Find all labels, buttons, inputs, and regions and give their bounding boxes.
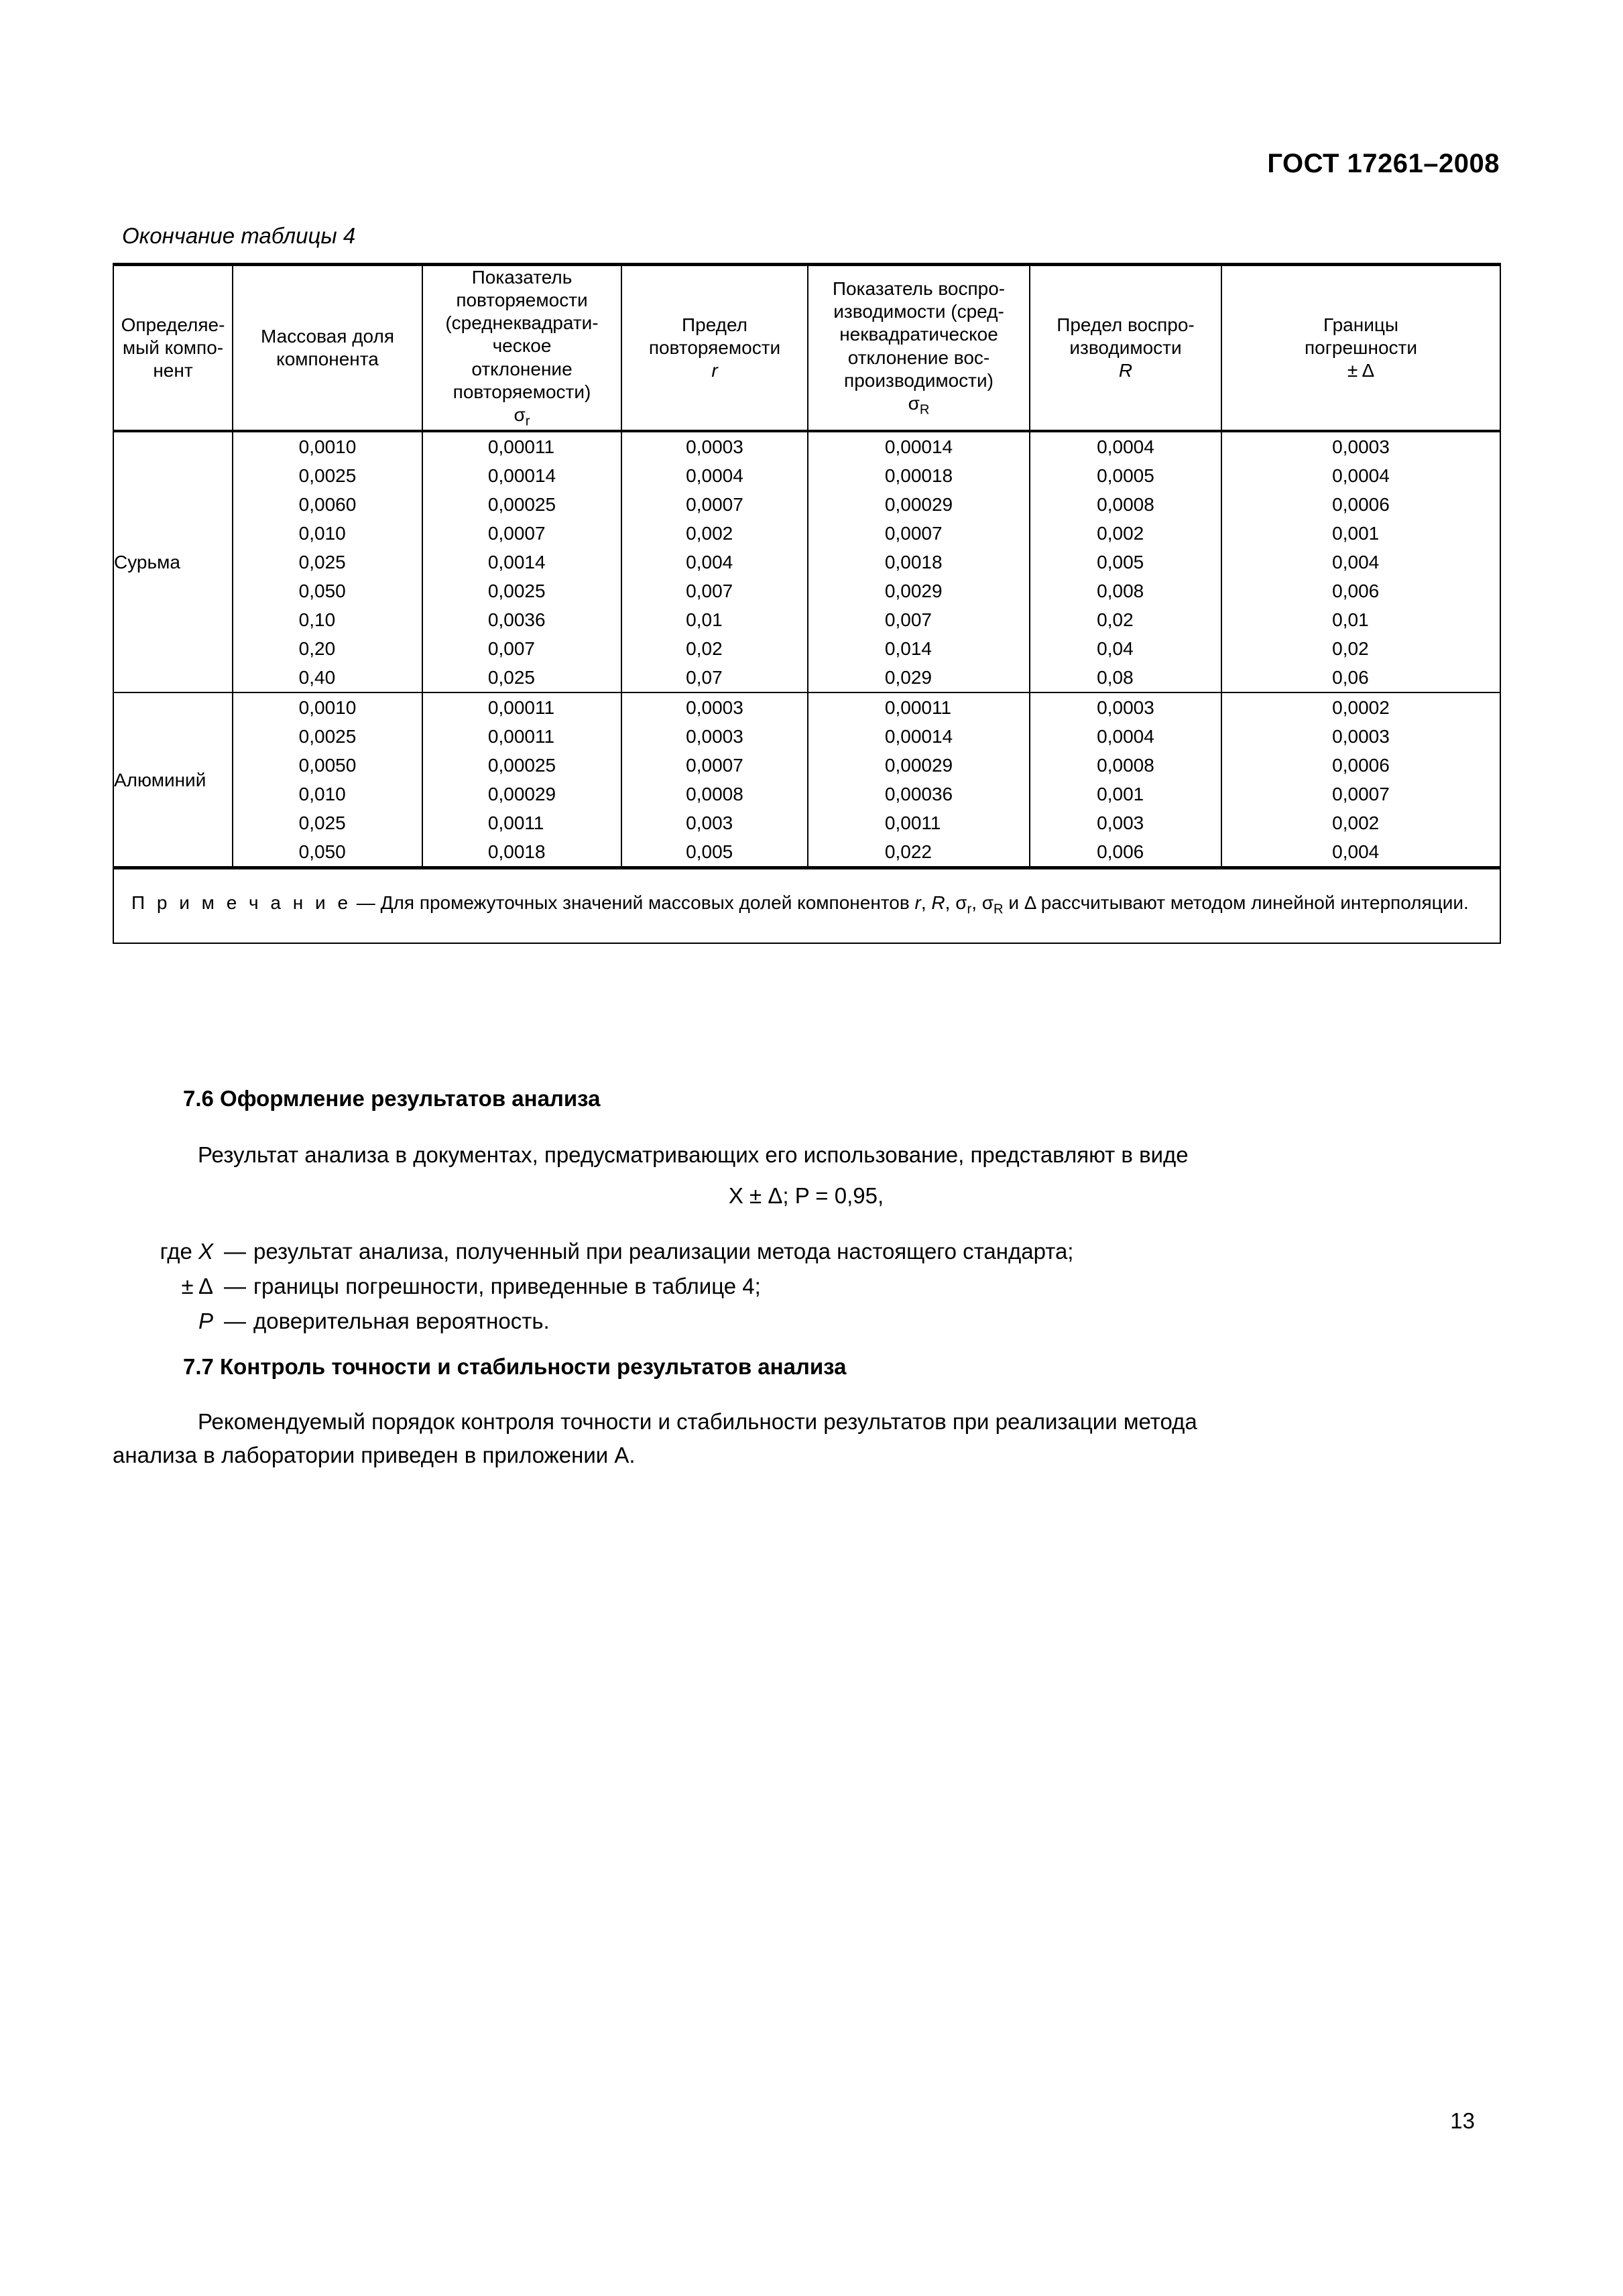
where-definitions [113,1240,1073,1345]
table-cell-value: 0,0003 [686,726,743,747]
value-list-R-limit [1097,432,1154,692]
table-cell-value: 0,050 [298,841,346,863]
table-cell-value: 0,025 [487,667,535,688]
r-symbol: r [711,360,718,381]
section-7-7-paragraph-line-2: анализа в лаборатории приведен в приложении А. [113,1443,636,1467]
table-cell-value: 0,40 [298,667,336,688]
cell-R-limit [1030,431,1221,692]
definition-text: границы погрешности, приведенные в таблице 4; [253,1274,761,1298]
table-cell-value: 0,01 [1332,609,1369,631]
table-cell-value: 0,00036 [884,784,953,805]
table-cell-value: 0,007 [686,581,733,602]
table-cell-value: 0,0006 [1332,494,1390,516]
table-cell-value: 0,00029 [487,784,556,805]
table-cell-value: 0,0007 [487,523,546,544]
table-cell-value: 0,00018 [884,465,953,487]
table-cell-value: 0,002 [686,523,733,544]
definition-text: доверительная вероятность. [253,1309,550,1333]
note-text-before: Для промежуточных значений массовых долей компонентов [380,892,915,914]
table-row [113,431,1500,692]
cell-error-bounds [1221,431,1500,692]
table-cell-value: 0,0007 [1332,784,1390,805]
table-cell-value: 0,04 [1097,638,1134,660]
table-cell-value: 0,029 [884,667,932,688]
value-list-mass-fraction [299,432,357,692]
table-cell-value: 0,00029 [884,755,953,776]
table-cell-value: 0,0025 [298,726,357,747]
note-dash: — [351,892,381,914]
table-cell-value: 0,02 [1097,609,1134,631]
column-header-R-limit: Предел воспро- изводимости R [1030,265,1221,432]
column-header-r-limit: Предел повторяемости r [621,265,808,432]
column-header-sigma-R: Показатель воспро- изводимости (сред- неквадратическое отклонение вос- производимости) $\sigma_R$ [808,265,1030,432]
cell-sigma-R [808,692,1030,868]
cell-R-limit [1030,692,1221,868]
result-formula: X ± Δ; P = 0,95, [728,1183,884,1208]
table-cell-value: 0,07 [686,667,723,688]
value-list-sigma-R [885,432,953,692]
table-note [113,868,1500,943]
em-dash: — [224,1274,246,1298]
cell-mass-fraction [233,431,422,692]
table-cell-value: 0,00011 [487,726,555,747]
cell-component: Алюминий [113,692,233,868]
column-header-mass-fraction: Массовая доля компонента [233,265,422,432]
measurement-table [113,263,1501,944]
table-cell-value: 0,06 [1332,667,1369,688]
table-cell-value: 0,00014 [884,726,953,747]
table-cell-value: 0,0008 [1097,755,1154,776]
table-cell-value: 0,10 [298,609,336,631]
value-list-sigma-r [488,693,556,866]
value-list-sigma-R [885,693,953,866]
table-cell-value: 0,20 [298,638,336,660]
note-symbols: r, R, $\sigma_r$, $\sigma_R$ и Δ [914,892,1036,917]
table-cell-value: 0,010 [298,523,346,544]
table-cell-value: 0,02 [686,638,723,660]
table-cell-value: 0,003 [686,812,733,834]
where-label: где X [160,1239,213,1264]
sigma-R-symbol: $\sigma_R$ [908,392,930,418]
table-cell-value: 0,022 [884,841,932,863]
table-cell-value: 0,005 [1097,552,1144,573]
cell-r-limit [621,431,808,692]
table-cell-value: 0,0003 [686,697,743,719]
standard-header: ГОСТ 17261–2008 [1267,149,1500,178]
table-cell-value: 0,0007 [686,494,743,516]
table-cell-value: 0,006 [1097,841,1144,863]
cell-component: Сурьма [113,431,233,692]
table-cell-value: 0,002 [1097,523,1144,544]
table-cell-value: 0,050 [298,581,346,602]
sigma-r-symbol: $\sigma_r$ [514,404,530,429]
em-dash: — [224,1309,246,1333]
section-7-7-paragraph-line-1: Рекомендуемый порядок контроля точности и стабильности результатов при реализации метода [198,1409,1197,1434]
table-cell-value: 0,02 [1332,638,1369,660]
section-heading-7-6: 7.6 Оформление результатов анализа [183,1086,601,1111]
table-cell-value: 0,0018 [487,841,546,863]
definition-symbol: ± Δ [181,1274,213,1298]
table-cell-value: 0,0005 [1097,465,1154,487]
table-cell-value: 0,004 [1332,552,1380,573]
table-cell-value: 0,0003 [1097,697,1154,719]
table-cell-value: 0,00025 [487,494,556,516]
table-cell-value: 0,00014 [884,436,953,458]
definition-text: результат анализа, полученный при реализации метода настоящего стандарта; [253,1239,1074,1264]
table-cell-value: 0,025 [298,812,346,834]
table-cell-value: 0,0014 [487,552,546,573]
table-cell-value: 0,001 [1097,784,1144,805]
table-cell-value: 0,0004 [1097,726,1154,747]
table-cell-value: 0,0004 [686,465,743,487]
table-body [113,431,1500,943]
section-heading-7-7: 7.7 Контроль точности и стабильности результатов анализа [183,1354,847,1379]
table-cell-value: 0,0003 [686,436,743,458]
table-cell-value: 0,007 [487,638,535,660]
note-label: П р и м е ч а н и е [131,892,352,914]
table-cell-value: 0,010 [298,784,346,805]
table-row [113,692,1500,868]
value-list-error-bounds [1332,432,1390,692]
table-cell-value: 0,0007 [884,523,943,544]
table-cell-value: 0,006 [1332,581,1380,602]
column-header-component: Определяе- мый компо- нент [113,265,233,432]
table-cell-value: 0,00011 [487,697,555,719]
value-list-sigma-r [488,432,556,692]
cell-sigma-r [422,431,621,692]
column-header-error-bounds: Границы погрешности ± Δ [1221,265,1500,432]
table-cell-value: 0,025 [298,552,346,573]
column-header-sigma-r: Показатель повторяемости (среднеквадрати- ческое отклонение повторяемости) $\sigma_r$ [422,265,621,432]
cell-sigma-R [808,431,1030,692]
cell-mass-fraction [233,692,422,868]
table-cell-value: 0,003 [1097,812,1144,834]
table-cell-value: 0,0025 [487,581,546,602]
em-dash: — [224,1239,246,1264]
table-cell-value: 0,0010 [298,697,357,719]
table-cell-value: 0,08 [1097,667,1134,688]
definition-item [113,1310,1073,1345]
table-cell-value: 0,00011 [487,436,555,458]
table-cell-value: 0,0003 [1332,436,1390,458]
plus-minus-delta-symbol: ± Δ [1347,360,1375,381]
table-4-continuation [113,263,1500,944]
table-cell-value: 0,00011 [884,697,952,719]
table-cell-value: 0,001 [1332,523,1380,544]
table-cell-value: 0,0011 [487,812,544,834]
table-cell-value: 0,0011 [884,812,941,834]
table-cell-value: 0,0004 [1332,465,1390,487]
table-cell-value: 0,00025 [487,755,556,776]
table-cell-value: 0,007 [884,609,932,631]
table-cell-value: 0,008 [1097,581,1144,602]
table-cell-value: 0,0036 [487,609,546,631]
value-list-R-limit [1097,693,1154,866]
table-header-row [113,265,1500,432]
section-7-6-paragraph: Результат анализа в документах, предусматривающих его использование, представляют в виде [198,1142,1189,1167]
table-cell-value: 0,0004 [1097,436,1154,458]
definition-item [113,1240,1073,1275]
cell-r-limit [621,692,808,868]
R-symbol: R [1118,360,1133,381]
cell-sigma-r [422,692,621,868]
table-cell-value: 0,00029 [884,494,953,516]
table-cell-value: 0,0003 [1332,726,1390,747]
table-cell-value: 0,0025 [298,465,357,487]
value-list-r-limit [686,432,743,692]
table-cell-value: 0,004 [686,552,733,573]
table-cell-value: 0,0006 [1332,755,1390,776]
value-list-mass-fraction [299,693,357,866]
table-cell-value: 0,0007 [686,755,743,776]
definition-symbol: P [198,1309,213,1333]
table-cell-value: 0,0010 [298,436,357,458]
table-cell-value: 0,01 [686,609,723,631]
page-number: 13 [1450,2108,1475,2133]
table-cell-value: 0,004 [1332,841,1380,863]
table-cell-value: 0,0008 [1097,494,1154,516]
table-caption: Окончание таблицы 4 [122,223,356,248]
table-cell-value: 0,0050 [298,755,357,776]
table-cell-value: 0,0018 [884,552,943,573]
table-cell-value: 0,014 [884,638,932,660]
table-cell-value: 0,005 [686,841,733,863]
table-cell-value: 0,002 [1332,812,1380,834]
note-text-after: рассчитывают методом линейной интерполяции. [1035,892,1469,914]
definition-item [113,1275,1073,1310]
table-cell-value: 0,0008 [686,784,743,805]
value-list-r-limit [686,693,743,866]
table-note-row [113,868,1500,943]
table-cell-value: 0,0060 [298,494,357,516]
table-cell-value: 0,0002 [1332,697,1390,719]
table-cell-value: 0,0029 [884,581,943,602]
value-list-error-bounds [1332,693,1390,866]
table-cell-value: 0,00014 [487,465,556,487]
cell-error-bounds [1221,692,1500,868]
